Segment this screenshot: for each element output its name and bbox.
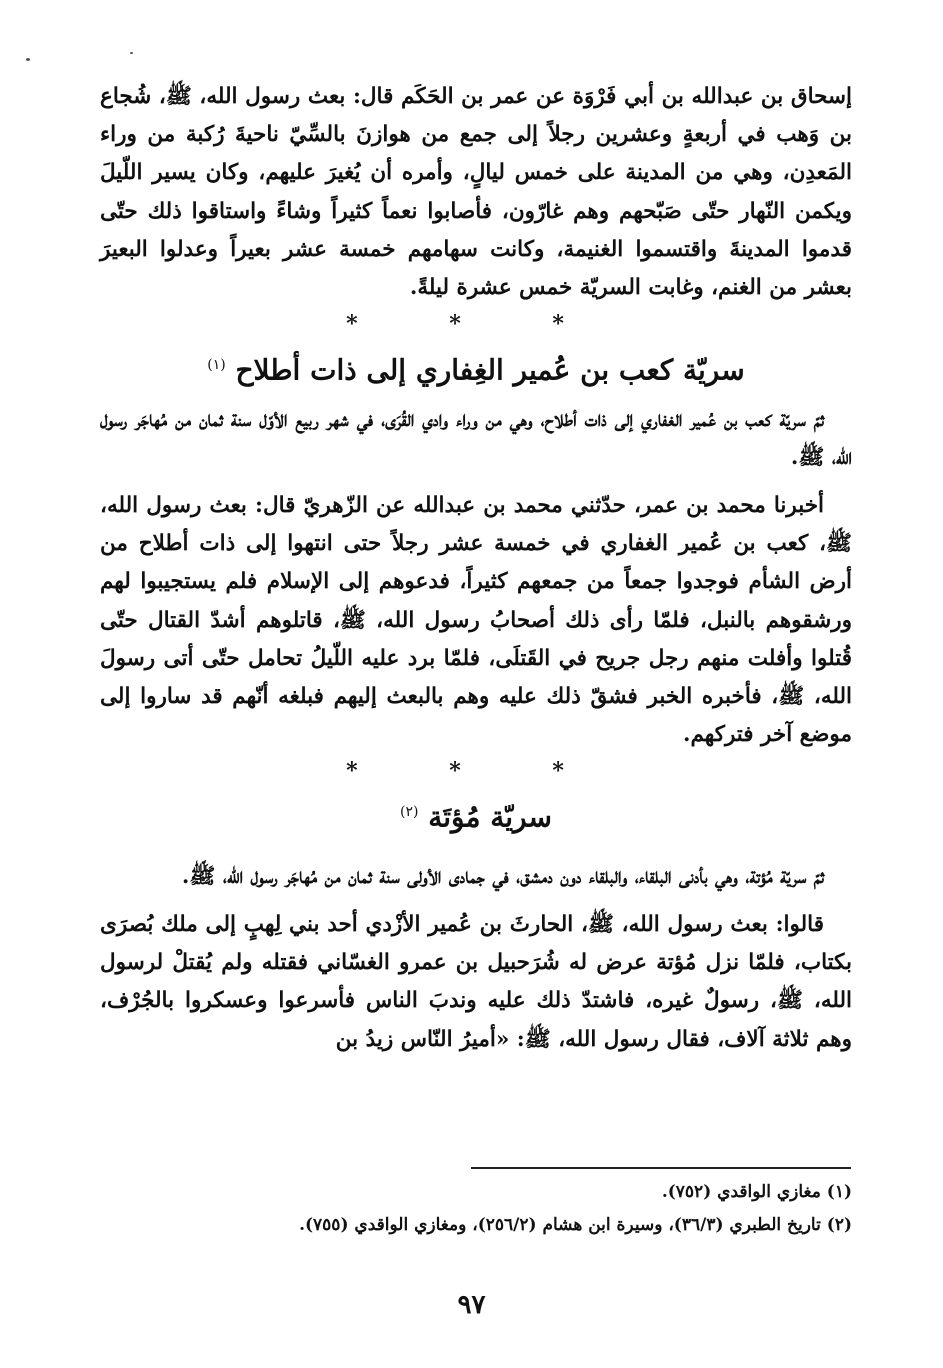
section-title-mutah [100, 790, 852, 839]
scan-speck [26, 58, 30, 61]
kaab-paragraph-1: ثمّ سريّة كعب بن عُمير الغفاري إلى ذات أطلاح، وهي من وراء وادي القُرَى، في شهر ربيع الأوّل سنة ثمان من مُهاجَر رسول الله، ﷺ. [100, 406, 852, 470]
scan-speck [130, 52, 133, 54]
section-title-kaab [100, 343, 852, 392]
page-number: ٩٧ [457, 1290, 486, 1320]
footnote: (٢) تاريخ الطبري (٣٦/٣)، وسيرة ابن هشام (٢٥٦/٢)، ومغازي الواقدي (٧٥٥). [299, 1215, 852, 1235]
footnote-reference: (١) [207, 357, 226, 374]
mutah-paragraph-2: قالوا: بعث رسول الله، ﷺ، الحارثَ بن عُمير الأزْدي أحد بني لِهبٍ إلى ملك بُصرَى بكتاب، فلمّا نزل مُؤتة عرض له شُرَحبيل بن عمرو الغسّاني فقتله ولم يُقتلْ لرسول الله، ﷺ، رسولٌ غيره، فاشتدّ ذلك عليه وندبَ الناس فأسرعوا وعسكروا بالجُرْف، وهم ثلاثة آلاف، فقال رسول الله، ﷺ: «أميرُ النّاس زيدُ بن [100, 911, 852, 1052]
footnotes [100, 1176, 852, 1242]
page-body [100, 78, 852, 1059]
footnote: (١) مغازي الواقدي (٧٥٢). [661, 1182, 852, 1202]
intro-paragraph: إسحاق بن عبدالله بن أبي فَرْوَة عن عمر بن الحَكَم قال: بعث رسول الله، ﷺ، شُجاع بن وَهب في أربعةٍ وعشرين رجلاً إلى جمع من هوازنَ بالسِّيّ ناحيةَ رُكبة من وراء المَعدِن، وهي من المدينة على خمس ليالٍ، وأمره أن يُغيرَ عليهم، وكان يسير اللّيلَ ويكمن النّهار حتّى صَبّحهم وهم غارّون، فأصابوا نعماً كثيراً وشاءً واستاقوا ذلك حتّى قدموا المدينةَ واقتسموا الغنيمة، وكانت سهامهم خمسة عشر بعيراً وعدلوا البعيرَ بعشر من الغنم، وغابت السريّة خمس عشرة ليلةً. [100, 84, 852, 301]
footnote-divider [471, 1167, 851, 1169]
section-title-text: سريّة مُؤتَة [428, 800, 552, 834]
section-title-text: سريّة كعب بن عُمير الغِفاري إلى ذات أطلاح [235, 353, 745, 387]
section-separator: * * * [346, 758, 606, 785]
mutah-paragraph-1: ثمّ سريّة مُؤتة، وهي بأدنى البلقاء، والبلقاء دون دمشق، في جمادى الأولى سنة ثمان من مُهاجَر رسول الله، ﷺ. [181, 863, 824, 889]
section-separator: * * * [346, 311, 606, 338]
footnote-reference: (٢) [400, 804, 419, 821]
kaab-paragraph-2: أخبرنا محمد بن عمر، حدّثني محمد بن عبدالله عن الزّهريّ قال: بعث رسول الله، ﷺ، كعب بن عُمير الغفاري في خمسة عشر رجلاً حتى انتهوا إلى ذات أطلاح من أرض الشأم فوجدوا جمعاً من جمعهم كثيراً، فدعوهم إلى الإسلام فلم يستجيبوا لهم ورشقوهم بالنبل، فلمّا رأى ذلك أصحابُ رسول الله، ﷺ، قاتلوهم أشدّ القتال حتّى قُتلوا وأفلت منهم رجل جريح في القَتلَى، فلمّا برد عليه اللّيلُ تحامل حتّى أتى رسولَ الله، ﷺ، فأخبره الخبر فشقّ ذلك عليه وهم بالبعث إليهم فبلغه أنّهم قد ساروا إلى موضع آخر فتركهم. [100, 492, 852, 748]
